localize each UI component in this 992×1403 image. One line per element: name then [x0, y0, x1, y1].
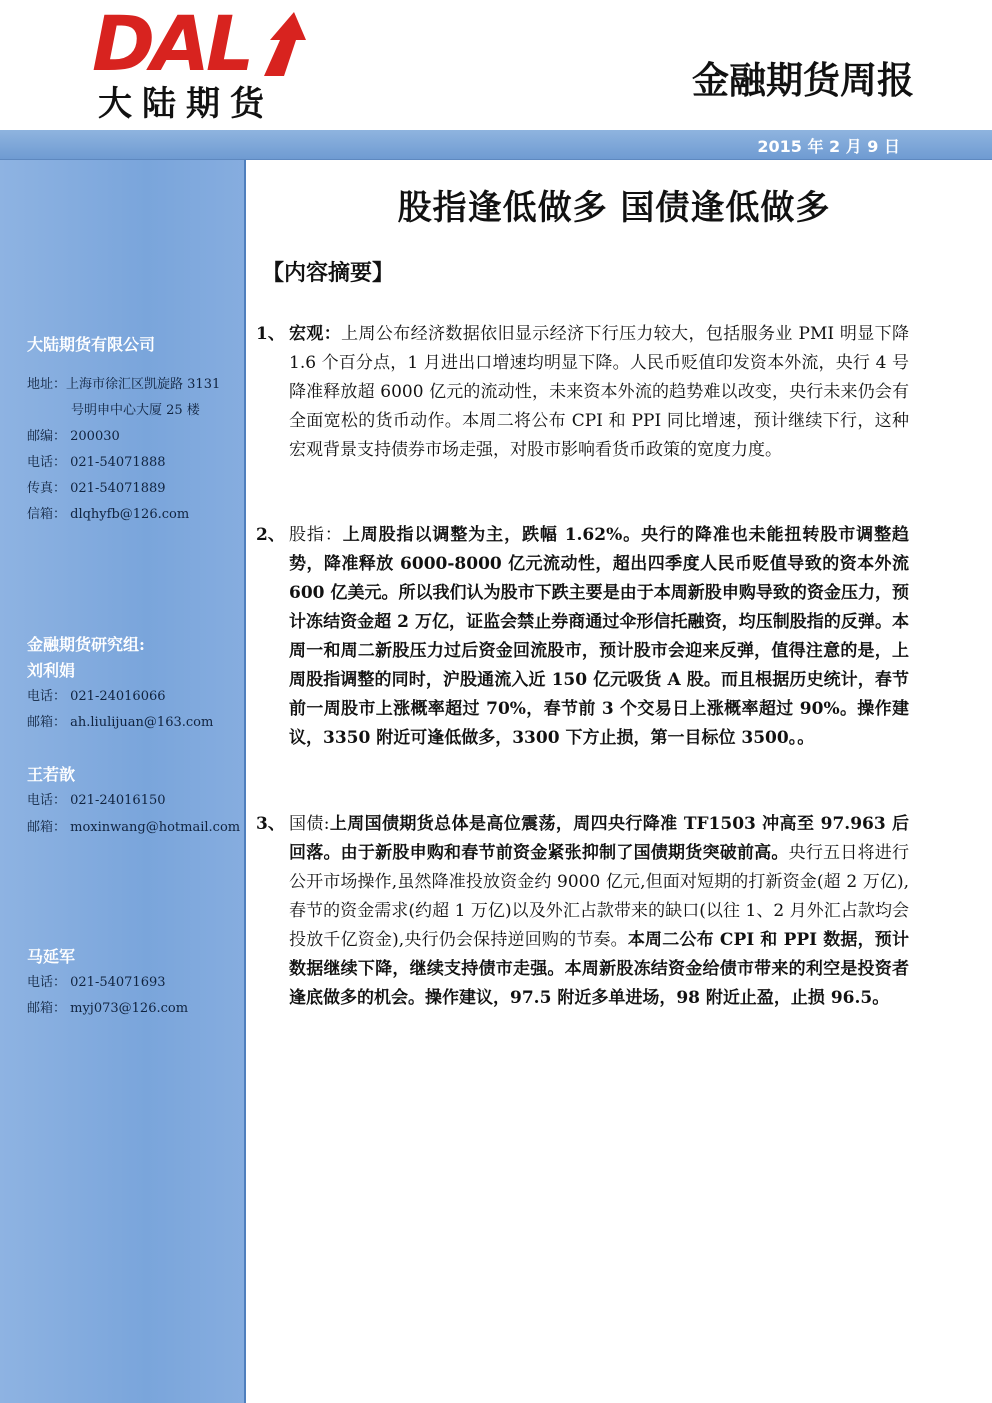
section-text-bold: 上周国债期货总体是高位震荡，周四央行降准 TF1503 冲高至 97.963 后回落。由于新股申购和春节前资金紧张抑制了国债期货突破前高。	[289, 814, 909, 863]
logo-text: DAL	[92, 0, 251, 88]
analyst-name: 马延军	[27, 947, 76, 966]
section-text: 央行五日将进行公开市场操作,虽然降准投放资金约 9000 亿元,但面对短期的打新资金(超 2 万亿),春节的资金需求(约超 1 万亿)以及外汇占款带来的缺口(以往 1、2 月外汇占款均会投放千亿资金),央行仍会保持逆回购的节奏。	[289, 843, 910, 950]
address	[27, 373, 220, 392]
section-text: 上周公布经济数据依旧显示经济下行压力较大，包括服务业 PMI 明显下降 1.6 个百分点，1 月进出口增速均明显下降。人民币贬值印发资本外流，央行 4 号降准释放超 6000 亿元的流动性，未来资本外流的趋势难以改变，央行未来仍会有全面宽松的货币动作。本周二将公布 CPI 和 PPI 同比增速，预计继续下行，这种宏观背景支持债券市场走强，对股市影响看货币政策的宽度力度。	[289, 324, 910, 460]
section-macro	[256, 320, 910, 465]
logo-arrow-icon	[254, 10, 312, 80]
analyst-email: 邮箱： ah.liulijuan@163.com	[27, 715, 214, 730]
company-email: 信箱： dlqhyfb@126.com	[27, 507, 190, 522]
report-date: 2015 年 2 月 9 日	[757, 137, 900, 156]
analyst-email: 邮箱： moxinwang@hotmail.com	[27, 820, 241, 835]
section-stock-index	[256, 521, 910, 753]
analyst-phone: 电话： 021-54071693	[27, 975, 166, 990]
company-logo	[92, 0, 312, 126]
company-phone: 电话： 021-54071888	[27, 455, 166, 470]
section-number: 2、	[256, 525, 285, 545]
report-name: 金融期货周报	[692, 59, 914, 102]
section-number: 1、	[256, 324, 285, 344]
company-fax: 传真： 021-54071889	[27, 481, 166, 496]
section-treasury	[256, 810, 910, 1013]
address-label: 地址：	[27, 377, 67, 392]
research-group-title: 金融期货研究组:	[27, 635, 145, 654]
analyst-name: 刘利娟	[27, 661, 76, 680]
analyst-email: 邮箱： myj073@126.com	[27, 1001, 189, 1016]
address-line1: 上海市徐汇区凯旋路 3131	[66, 377, 221, 392]
section-text: 上周股指以调整为主，跌幅 1.62%。央行的降准也未能扭转股市调整趋势，降准释放 6000-8000 亿元流动性，超出四季度人民币贬值导致的资本外流 600 亿美元。所以我们认为股市下跌主要是由于本周新股申购导致的资金压力，预计冻结资金超 2 万亿，证监会禁止券商通过伞形信托融资，均压制股指的反弹。本周一和周二新股压力过后资金回流股市，预计股市会迎来反弹，值得注意的是，上周股指调整的同时，沪股通流入近 150 亿元吸货 A 股。而且根据历史统计，春节前一周股市上涨概率超过 70%，春节前 3 个交易日上涨概率超过 90%。操作建议，3350 附近可逢低做多，3300 下方止损，第一目标位 3500。。	[289, 525, 910, 748]
section-label: 股指：	[289, 525, 343, 545]
section-text-bold: 本周二公布 CPI 和 PPI 数据，预计数据继续下降，继续支持债市走强。本周新股冻结资金给债市带来的利空是投资者逢底做多的机会。操作建议，97.5 附近多单进场，98 附近止盈，止损 96.5。	[289, 930, 909, 1008]
header-bar	[0, 130, 992, 160]
postcode: 邮编： 200030	[27, 429, 120, 444]
analyst-phone: 电话： 021-24016066	[27, 689, 166, 704]
company-name: 大陆期货有限公司	[27, 335, 156, 354]
logo-subtitle: 大陆期货	[98, 84, 274, 124]
section-label: 国债:	[289, 814, 330, 834]
analyst-phone: 电话： 021-24016150	[27, 793, 166, 808]
section-number: 3、	[256, 814, 285, 834]
abstract-heading: 【内容摘要】	[262, 261, 395, 286]
sidebar	[0, 160, 246, 1403]
section-label: 宏观：	[289, 324, 342, 344]
address-line2: 号明申中心大厦 25 楼	[71, 403, 200, 418]
report-title: 股指逢低做多 国债逢低做多	[397, 188, 831, 228]
analyst-name: 王若歆	[27, 765, 76, 784]
